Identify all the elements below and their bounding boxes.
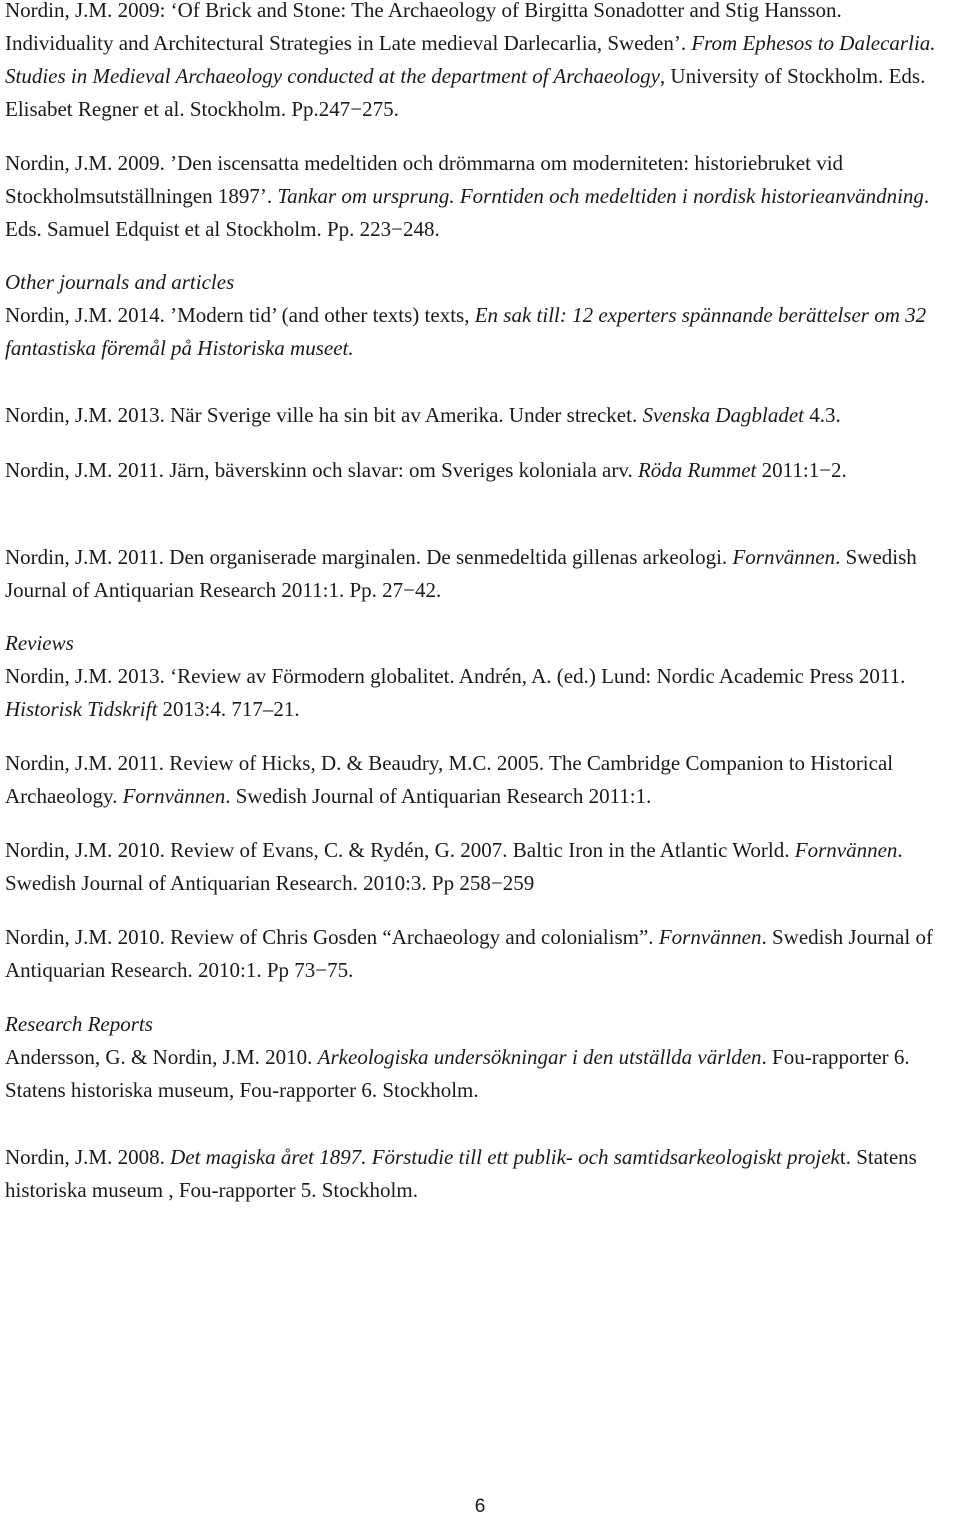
bibliography-entry-organiserade-marginalen (5, 541, 955, 607)
entry-text: 4.3. (804, 403, 841, 427)
entry-title: Fornvännen (658, 925, 762, 949)
entry-text: Nordin, J.M. 2011. Review of Hicks, D. & Beaudry, M.C. 2005. The Cambridge Companion to Historical Archaeology. (5, 751, 894, 808)
entry-text: . Swedish Journal of Antiquarian Research. 2010:1. Pp 73−75. (5, 925, 933, 982)
entry-text: Nordin, J.M. 2013. När Sverige ville ha sin bit av Amerika. Under strecket. (5, 403, 643, 427)
bibliography-entry-review-evans (5, 834, 955, 900)
entry-text: 2013:4. 717–21. (157, 697, 300, 721)
entry-title: Fornvännen (732, 545, 836, 569)
entry-text: Nordin, J.M. 2014. ’Modern tid’ (and other texts) texts, (5, 303, 475, 327)
entry-title: Fornvännen (794, 838, 898, 862)
entry-text: , University of Stockholm. Eds. Elisabet Regner et al. Stockholm. Pp.247−275. (5, 64, 926, 121)
entry-text: Nordin, J.M. 2011. Den organiserade marginalen. De senmedeltida gillenas arkeologi. (5, 545, 733, 569)
bibliography-entry-arkeologiska-undersokningar (5, 1041, 955, 1107)
page-number: 6 (474, 1496, 486, 1517)
bibliography-entry-sverige-amerika (5, 399, 955, 432)
section-heading-research-reports: Research Reports (5, 1012, 153, 1036)
entry-text: . Swedish Journal of Antiquarian Research. 2010:3. Pp 258−259 (5, 838, 903, 895)
entry-title: Svenska Dagbladet (642, 403, 804, 427)
entry-text: Nordin, J.M. 2011. Järn, bäverskinn och slavar: om Sveriges koloniala arv. (5, 458, 638, 482)
bibliography-entry-review-formodern (5, 660, 955, 726)
entry-text: t. Statens historiska museum , Fou-rapporter 5. Stockholm. (5, 1145, 917, 1202)
section-heading-reviews: Reviews (5, 631, 74, 655)
entry-text: . Eds. Samuel Edquist et al Stockholm. Pp. 223−248. (5, 184, 930, 241)
entry-title: Fornvännen (122, 784, 226, 808)
entry-text: Nordin, J.M. 2009. ’Den iscensatta medeltiden och drömmarna om moderniteten: historiebruket vid Stockholmsutställningen 1897’. (5, 151, 844, 208)
entry-text: Nordin, J.M. 2010. Review of Chris Gosden “Archaeology and colonialism”. (5, 925, 659, 949)
entry-text: Nordin, J.M. 2010. Review of Evans, C. & Rydén, G. 2007. Baltic Iron in the Atlantic World. (5, 838, 795, 862)
entry-title: Röda Rummet (637, 458, 757, 482)
bibliography-entry-jarn-baverskinn (5, 454, 955, 487)
entry-text: Nordin, J.M. 2008. (5, 1145, 171, 1169)
entry-title: Tankar om ursprung. Forntiden och medeltiden i nordisk historieanvändning (277, 184, 924, 208)
entry-title: Det magiska året 1897. Förstudie till ett publik- och samtidsarkeologiskt projek (170, 1145, 840, 1169)
entry-text: . Fou-rapporter 6. Statens historiska museum, Fou-rapporter 6. Stockholm. (5, 1045, 910, 1102)
bibliography-entry-review-gosden (5, 921, 955, 987)
entry-text: Andersson, G. & Nordin, J.M. 2010. (5, 1045, 318, 1069)
bibliography-entry-review-hicks (5, 747, 955, 813)
entry-text: . Swedish Journal of Antiquarian Research 2011:1. (225, 784, 652, 808)
section-heading-other-journals: Other journals and articles (5, 270, 235, 294)
entry-title: From Ephesos to Dalecarlia. Studies in Medieval Archaeology conducted at the department of Archaeology (5, 31, 936, 88)
entry-text: 2011:1−2. (756, 458, 847, 482)
entry-title: En sak till: 12 experters spännande berättelser om 32 fantastiska föremål på Historiska museet. (5, 303, 927, 360)
bibliography-entry-brick-and-stone (5, 0, 955, 126)
entry-title: Arkeologiska undersökningar i den utställda världen (317, 1045, 762, 1069)
entry-text: . Swedish Journal of Antiquarian Research 2011:1. Pp. 27−42. (5, 545, 917, 602)
entry-text: Nordin, J.M. 2009: ‘Of Brick and Stone: The Archaeology of Birgitta Sonadotter and Stig Hansson. Individuality and Architectural Strategies in Late medieval Darlecarlia, Sweden’. (5, 0, 842, 55)
entry-text: Nordin, J.M. 2013. ‘Review av Förmodern globalitet. Andrén, A. (ed.) Lund: Nordic Academic Press 2011. (5, 664, 906, 688)
bibliography-entry-medeltiden (5, 147, 955, 246)
bibliography-entry-modern-tid (5, 299, 955, 365)
bibliography-entry-magiska-aret (5, 1141, 955, 1207)
entry-title: Historisk Tidskrift (5, 697, 158, 721)
